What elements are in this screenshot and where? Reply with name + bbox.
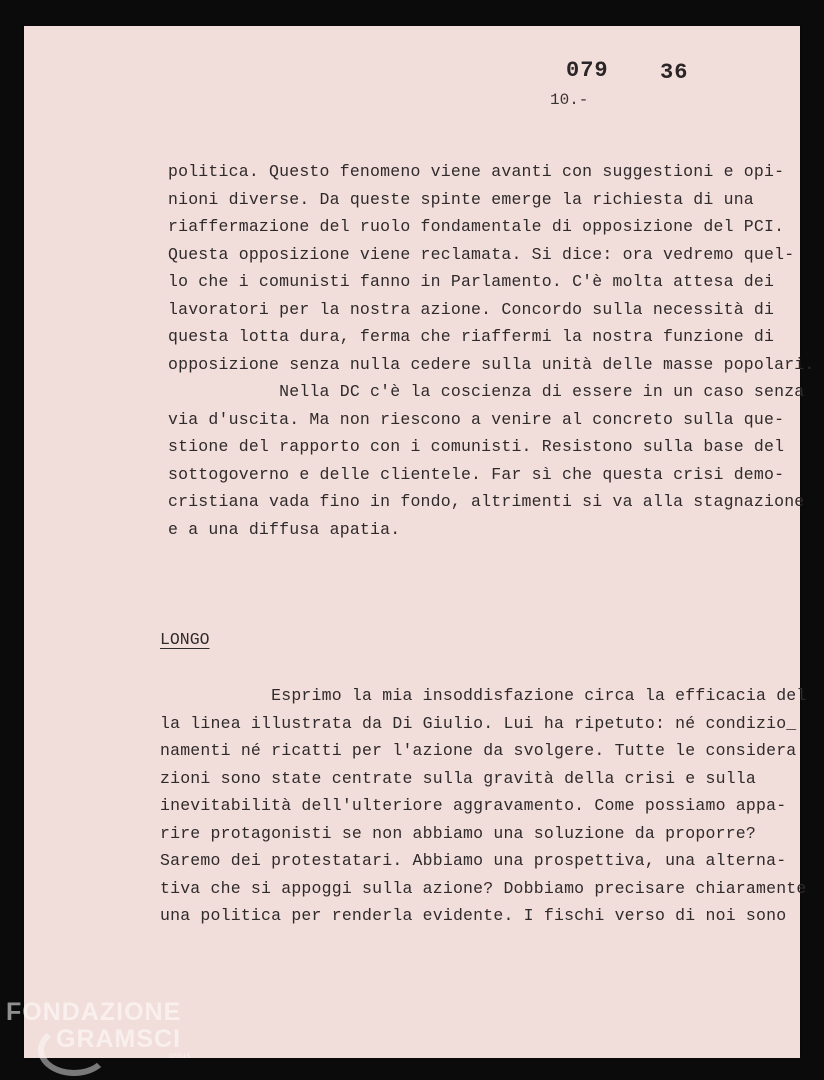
text-block-part2 (160, 682, 807, 930)
text-line: riaffermazione del ruolo fondamentale di opposizione del PCI. (168, 217, 785, 236)
text-line: e a una diffusa apatia. (168, 519, 401, 539)
text-line: nioni diverse. Da queste spinte emerge la richiesta di una (168, 189, 754, 209)
archive-number: 079 (566, 58, 609, 83)
text-line: politica. Questo fenomeno viene avanti con suggestioni e opi- (168, 162, 785, 181)
text-line: zioni sono state centrate sulla gravità della crisi e sulla (160, 768, 756, 788)
watermark-line1: FONDAZIONE (6, 998, 182, 1026)
text-line: via d'uscita. Ma non riescono a venire al concreto sulla que- (168, 409, 785, 429)
text-block-part1 (168, 158, 815, 543)
text-line: Questa opposizione viene reclamata. Si dice: ora vedremo quel- (168, 244, 795, 264)
text-line: stione del rapporto con i comunisti. Resistono sulla base del (168, 437, 785, 456)
text-line: Esprimo la mia insoddisfazione circa la efficacia del (160, 686, 807, 705)
text-line: questa lotta dura, ferma che riaffermi la nostra funzione di (168, 327, 775, 346)
text-line: Nella DC c'è la coscienza di essere in un caso senza (168, 382, 805, 401)
text-line: namenti né ricatti per l'azione da svolgere. Tutte le considera (160, 741, 797, 760)
watermark-line2: GRAMSCI (56, 1025, 182, 1053)
page-number: 10.- (550, 91, 589, 109)
folio-number: 36 (660, 60, 689, 85)
section-heading: LONGO (160, 630, 210, 649)
text-line: Saremo dei protestatari. Abbiamo una prospettiva, una alterna- (160, 851, 787, 870)
text-line: inevitabilità dell'ulteriore aggravamento. Come possiamo appa- (160, 796, 787, 815)
text-line: sottogoverno e delle clientele. Far sì che questa crisi demo- (168, 464, 785, 484)
watermark-sub: onlus (169, 1051, 191, 1060)
watermark-swirl-icon (38, 1024, 110, 1076)
text-line: la linea illustrata da Di Giulio. Lui ha ripetuto: né condizio_ (160, 713, 797, 733)
text-line: lo che i comunisti fanno in Parlamento. C'è molta attesa dei (168, 272, 775, 291)
text-line: lavoratori per la nostra azione. Concordo sulla necessità di (168, 299, 775, 319)
text-line: rire protagonisti se non abbiamo una soluzione da proporre? (160, 823, 756, 843)
text-line: cristiana vada fino in fondo, altrimenti si va alla stagnazione (168, 492, 805, 511)
text-line: opposizione senza nulla cedere sulla unità delle masse popolari. (168, 354, 815, 374)
text-line: una politica per renderla evidente. I fischi verso di noi sono (160, 906, 787, 925)
text-line: tiva che si appoggi sulla azione? Dobbiamo precisare chiaramente (160, 878, 807, 898)
fondazione-gramsci-watermark (6, 998, 191, 1060)
